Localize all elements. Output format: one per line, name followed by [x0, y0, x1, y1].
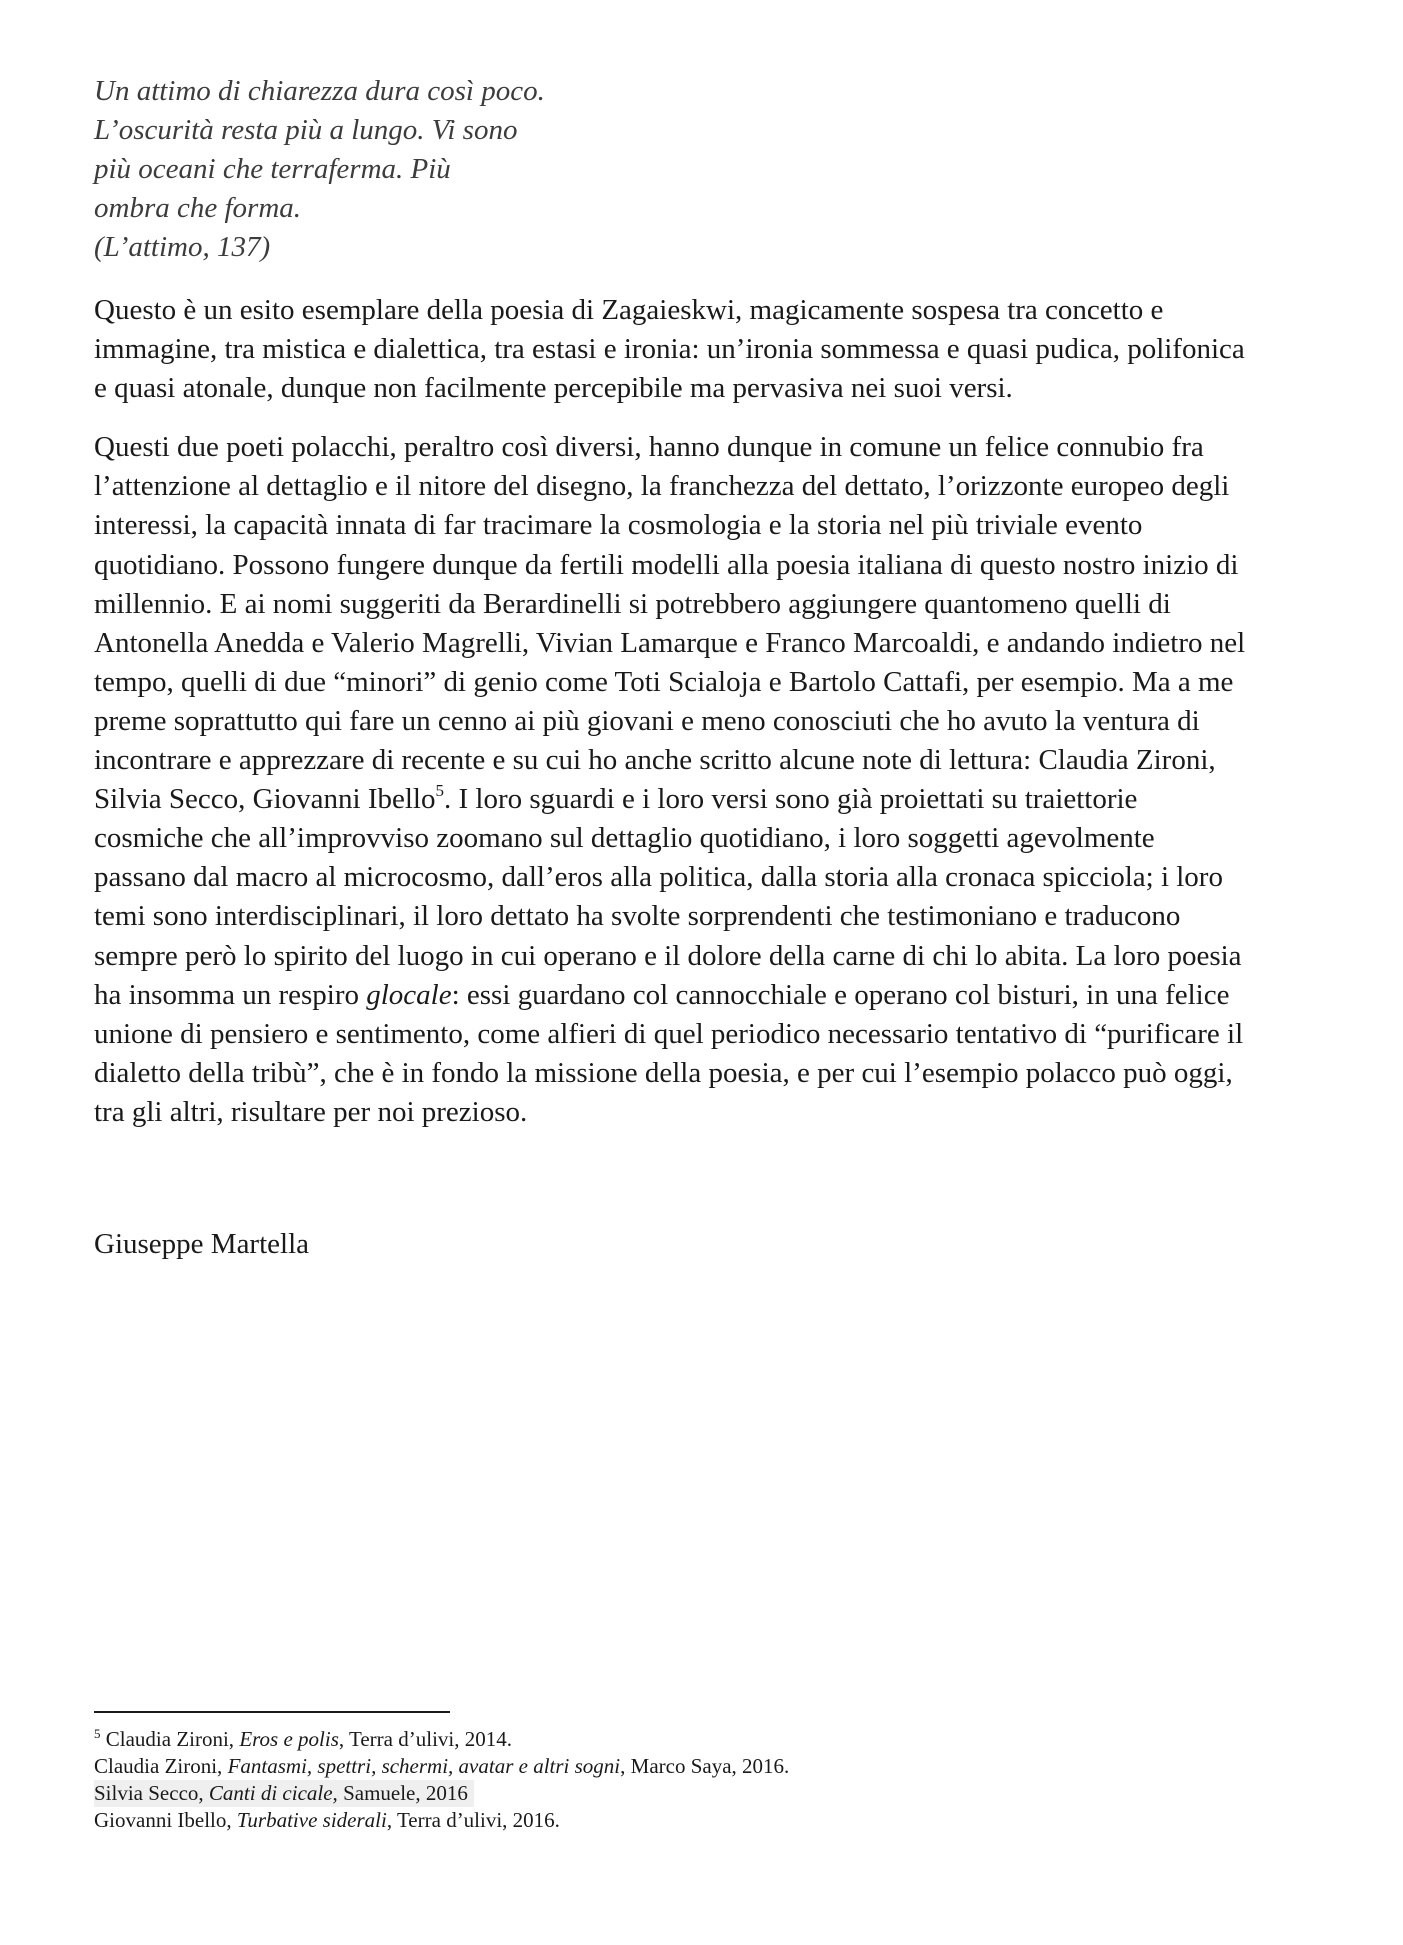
- footnote-entry: [94, 1780, 1294, 1807]
- text-segment: Silvia Secco, Giovanni Ibello: [94, 783, 436, 816]
- highlighted-entry: [94, 1780, 474, 1807]
- text-line: tempo, quelli di due “minori” di genio come Toti Scialoja e Bartolo Cattafi, per esempio. Ma a me: [94, 665, 1234, 698]
- verse-quote: [94, 72, 1294, 267]
- text-line: Questi due poeti polacchi, peraltro così diversi, hanno dunque in comune un felice connubio fra: [94, 431, 1204, 464]
- text-segment: . I loro sguardi e i loro versi sono già proiettati su traiettorie: [444, 783, 1138, 816]
- fn-author: Claudia Zironi,: [105, 1727, 240, 1751]
- text-line: Antonella Anedda e Valerio Magrelli, Vivian Lamarque e Franco Marcoaldi, e andando indietro nel: [94, 626, 1246, 659]
- text-segment: ha insomma un respiro: [94, 978, 367, 1011]
- text-line: preme soprattutto qui fare un cenno ai più giovani e meno conosciuti che ho avuto la ventura di: [94, 704, 1200, 737]
- fn-author: Claudia Zironi,: [94, 1754, 228, 1778]
- text-line: millennio. E ai nomi suggeriti da Berardinelli si potrebbero aggiungere quantomeno quelli di: [94, 587, 1171, 620]
- footnote-entry: [94, 1807, 1294, 1834]
- text-line: l’attenzione al dettaglio e il nitore del disegno, la franchezza del dettato, l’orizzonte europeo degli: [94, 470, 1230, 503]
- fn-publisher: , Marco Saya, 2016.: [620, 1754, 790, 1778]
- fn-publisher: Samuele, 2016: [337, 1781, 468, 1805]
- document-page: [94, 72, 1294, 1264]
- footnote-marker: 5: [94, 1726, 101, 1741]
- text-line: interessi, la capacità innata di far tracimare la cosmologia e la storia nel più triviale evento: [94, 509, 1143, 542]
- verse-line: ombra che forma.: [94, 192, 302, 224]
- verse-line: L’oscurità resta più a lungo. Vi sono: [94, 114, 518, 146]
- footnote-entry: [94, 1753, 1294, 1780]
- verse-line: Un attimo di chiarezza dura così poco.: [94, 75, 545, 107]
- text-line: Questo è un esito esemplare della poesia di Zagaieskwi, magicamente sospesa tra concetto e: [94, 294, 1164, 326]
- text-line: unione di pensiero e sentimento, come alfieri di quel periodico necessario tentativo di “purificare il: [94, 1017, 1244, 1050]
- text-line: quotidiano. Possono fungere dunque da fertili modelli alla poesia italiana di questo nostro inizio di: [94, 548, 1239, 581]
- fn-publisher: , Terra d’ulivi, 2016.: [386, 1808, 560, 1832]
- text-line: dialetto della tribù”, che è in fondo la missione della poesia, e per cui l’esempio polacco può oggi,: [94, 1056, 1233, 1089]
- footnote-reference[interactable]: 5: [435, 781, 444, 801]
- fn-title: Turbative siderali: [236, 1808, 387, 1832]
- fn-title: Eros e polis: [239, 1727, 339, 1751]
- verse-citation: (L’attimo, 137): [94, 231, 271, 263]
- text-line: cosmiche che all’improvviso zoomano sul dettaglio quotidiano, i loro soggetti agevolmente: [94, 822, 1155, 855]
- text-line-with-footnote-ref: [94, 780, 1294, 819]
- fn-author: Silvia Secco,: [94, 1781, 209, 1805]
- text-line-with-italic: [94, 976, 1294, 1015]
- text-line: e quasi atonale, dunque non facilmente percepibile ma pervasiva nei suoi versi.: [94, 372, 1013, 405]
- text-line: immagine, tra mistica e dialettica, tra estasi e ironia: un’ironia sommessa e quasi pudica, polifonica: [94, 333, 1245, 366]
- text-segment: : essi guardano col cannocchiale e operano col bisturi, in una felice: [451, 978, 1230, 1011]
- italic-term: glocale: [366, 978, 452, 1011]
- paragraph-2: [94, 428, 1294, 1132]
- author-signature: Giuseppe Martella: [94, 1227, 310, 1260]
- verse-line: più oceani che terraferma. Più: [94, 153, 451, 185]
- fn-publisher: , Terra d’ulivi, 2014.: [338, 1727, 512, 1751]
- text-line: tra gli altri, risultare per noi prezioso.: [94, 1095, 528, 1128]
- footnote-separator: [94, 1711, 450, 1713]
- footnote-entry: [94, 1726, 1294, 1753]
- text-line: sempre però lo spirito del luogo in cui operano e il dolore della carne di chi lo abita. La loro poesia: [94, 939, 1242, 972]
- footnotes-section: [94, 1711, 1294, 1834]
- text-line: incontrare e apprezzare di recente e su cui ho anche scritto alcune note di lettura: Claudia Zironi,: [94, 744, 1216, 777]
- fn-author: Giovanni Ibello,: [94, 1808, 237, 1832]
- paragraph-1: [94, 291, 1294, 408]
- text-line: passano dal macro al microcosmo, dall’eros alla politica, dalla storia alla cronaca spicciola; i loro: [94, 861, 1223, 894]
- fn-title: Canti di cicale,: [208, 1781, 338, 1805]
- text-line: temi sono interdisciplinari, il loro dettato ha svolte sorprendenti che testimoniano e traducono: [94, 900, 1181, 933]
- fn-title: Fantasmi, spettri, schermi, avatar e altri sogni: [227, 1754, 621, 1778]
